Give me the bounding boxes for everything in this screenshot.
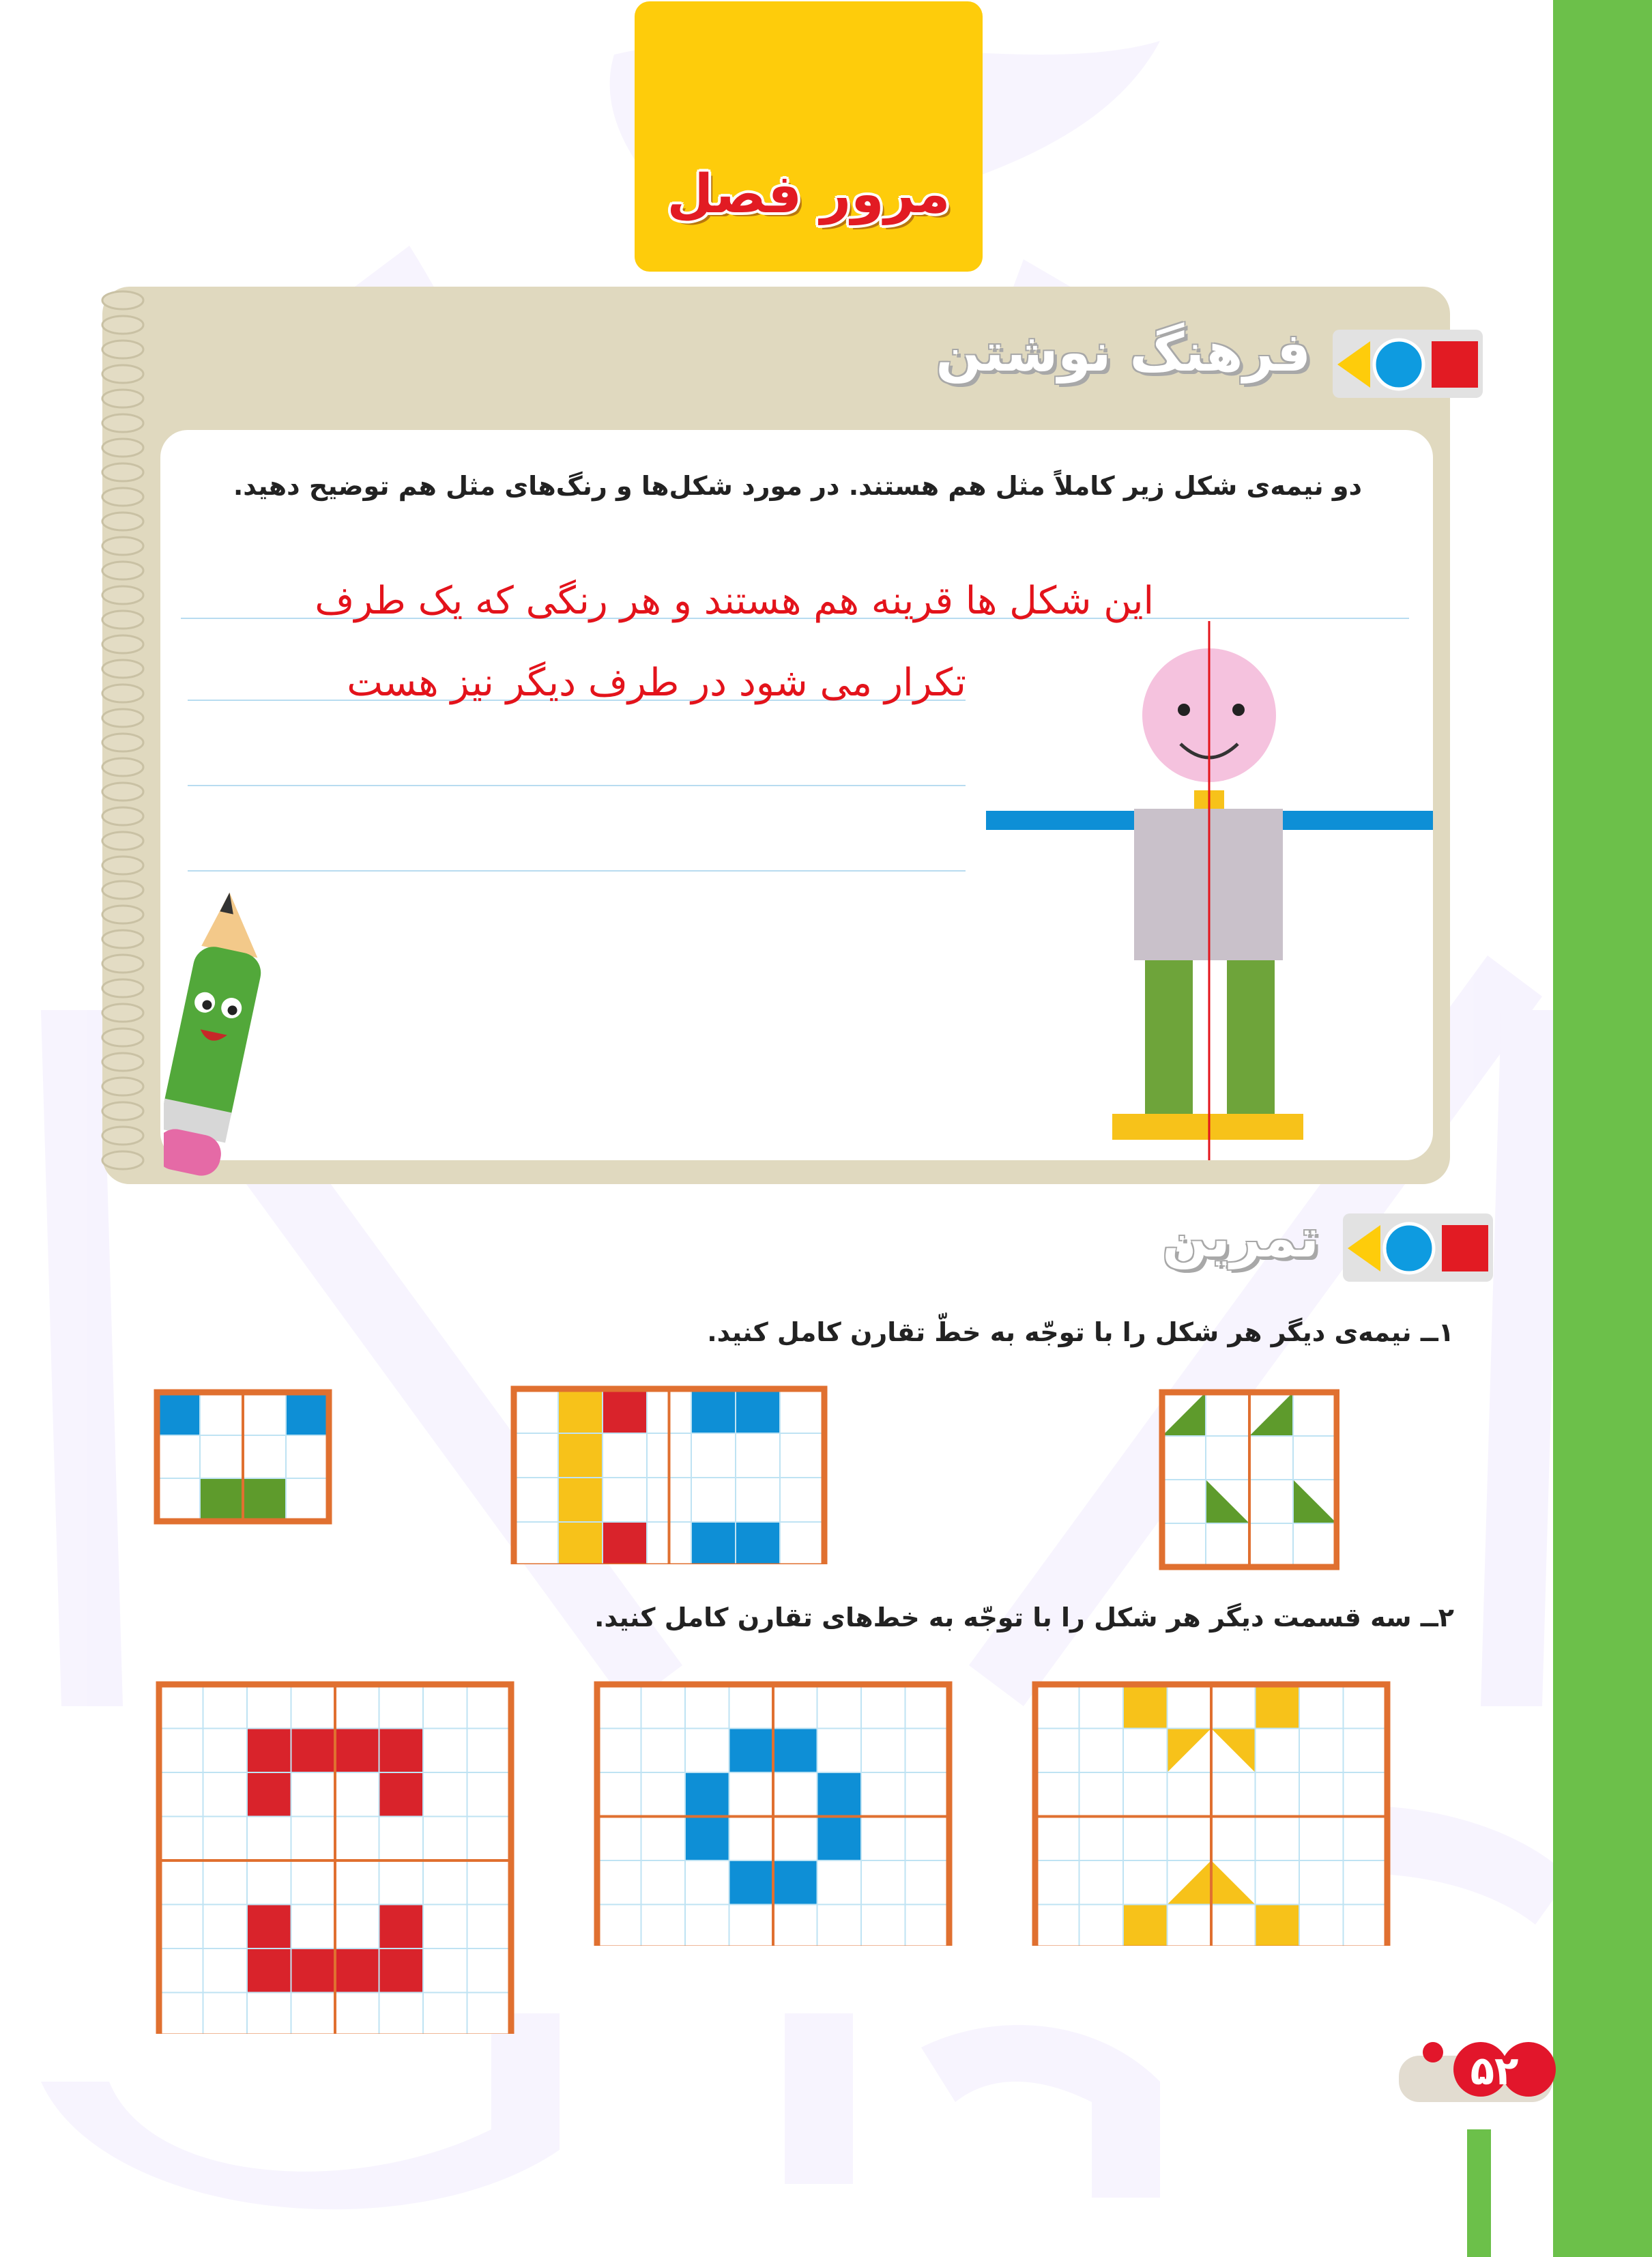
writing-section-title: فرهنگ نوشتن xyxy=(936,322,1311,384)
binding-ring xyxy=(102,930,143,948)
q2-grid-red-shape[interactable] xyxy=(156,1681,516,2034)
filled-cell xyxy=(247,1949,291,1993)
filled-cell xyxy=(1123,1905,1168,1946)
page-number: ۵۲ xyxy=(1470,2047,1519,2094)
blue-circle-icon xyxy=(1385,1224,1434,1273)
binding-ring xyxy=(102,857,143,874)
red-square-icon xyxy=(1432,341,1478,388)
filled-cell xyxy=(335,1729,379,1773)
question-2: ۲ــ سه قسمت دیگر هر شکل را با توجّه به خط‌های تقارن کامل کنید. xyxy=(594,1602,1454,1633)
filled-cell xyxy=(558,1433,603,1478)
filled-cell xyxy=(291,1729,336,1773)
filled-cell xyxy=(200,1478,243,1521)
figure-left-leg xyxy=(1145,960,1193,1117)
binding-ring xyxy=(102,832,143,850)
ruled-line xyxy=(188,785,966,786)
filled-cell xyxy=(773,1860,817,1905)
filled-cell xyxy=(379,1949,424,1993)
filled-cell xyxy=(1123,1684,1168,1729)
exercise-section-title: تمرین xyxy=(1162,1208,1319,1269)
filled-cell xyxy=(603,1522,647,1564)
filled-cell xyxy=(379,1905,424,1949)
writing-instruction: دو نیمه‌ی شکل زیر کاملاً مثل هم هستند. در مورد شکل‌ها و رنگ‌های مثل هم توضیح دهید. xyxy=(233,471,1362,501)
binding-ring xyxy=(102,611,143,629)
filled-cell xyxy=(736,1389,780,1433)
filled-cell xyxy=(247,1729,291,1773)
shape-bullet-icons xyxy=(1331,328,1488,403)
filled-cell xyxy=(247,1905,291,1949)
filled-cell xyxy=(558,1522,603,1564)
filled-cell xyxy=(243,1478,286,1521)
binding-ring xyxy=(102,463,143,481)
filled-cell xyxy=(729,1860,774,1905)
figure-feet xyxy=(1112,1114,1303,1140)
shape-bullet-icons xyxy=(1341,1211,1498,1286)
filled-cell xyxy=(379,1729,424,1773)
pencil-mascot-icon xyxy=(164,887,280,1188)
binding-ring xyxy=(102,709,143,727)
binding-ring xyxy=(102,316,143,334)
filled-cell xyxy=(157,1392,200,1435)
filled-cell xyxy=(558,1478,603,1522)
handwritten-answer-line-1[interactable]: این شکل ها قرینه هم هستند و هر رنگی که یک طرف xyxy=(315,579,1154,623)
binding-ring xyxy=(102,414,143,432)
filled-cell xyxy=(817,1772,862,1817)
filled-cell xyxy=(685,1772,729,1817)
ruled-line xyxy=(188,870,966,872)
binding-ring xyxy=(102,955,143,973)
handwritten-answer-line-2[interactable]: تکرار می شود در طرف دیگر نیز هست xyxy=(347,661,966,705)
binding-ring xyxy=(102,685,143,702)
filled-cell xyxy=(691,1389,736,1433)
binding-ring xyxy=(102,783,143,801)
binding-ring xyxy=(102,660,143,678)
q2-grid-yellow-triangles[interactable] xyxy=(1032,1681,1392,1946)
binding-ring xyxy=(102,979,143,997)
figure-right-leg xyxy=(1227,960,1275,1117)
binding-ring xyxy=(102,635,143,653)
binding-ring xyxy=(102,1102,143,1120)
filled-cell xyxy=(558,1389,603,1433)
binding-ring xyxy=(102,341,143,358)
filled-cell xyxy=(379,1772,424,1817)
binding-ring xyxy=(102,365,143,383)
binding-ring xyxy=(102,807,143,825)
binding-ring xyxy=(102,734,143,751)
binding-ring xyxy=(102,758,143,776)
binding-ring xyxy=(102,586,143,604)
binding-ring xyxy=(102,488,143,506)
binding-ring xyxy=(102,562,143,579)
filled-cell xyxy=(685,1817,729,1861)
binding-ring xyxy=(102,1151,143,1169)
binding-ring xyxy=(102,881,143,899)
filled-cell xyxy=(736,1522,780,1564)
q1-grid-small[interactable] xyxy=(154,1389,334,1529)
binding-ring xyxy=(102,439,143,457)
spiral-binding-icon xyxy=(92,290,157,1191)
filled-cell xyxy=(691,1522,736,1564)
binding-ring xyxy=(102,390,143,407)
bottom-green-stem xyxy=(1467,2129,1491,2257)
binding-ring xyxy=(102,1053,143,1071)
binding-ring xyxy=(102,513,143,530)
filled-cell xyxy=(291,1949,336,1993)
q1-grid-triangles[interactable] xyxy=(1159,1389,1339,1573)
filled-cell xyxy=(335,1949,379,1993)
filled-cell xyxy=(286,1392,329,1435)
binding-ring xyxy=(102,537,143,555)
right-green-bar xyxy=(1553,0,1652,2257)
binding-ring xyxy=(102,1127,143,1145)
filled-cell xyxy=(247,1772,291,1817)
q1-grid-wide[interactable] xyxy=(510,1385,830,1564)
binding-ring xyxy=(102,906,143,923)
binding-ring xyxy=(102,1004,143,1022)
binding-ring xyxy=(102,1078,143,1095)
filled-cell xyxy=(773,1729,817,1773)
filled-cell xyxy=(817,1817,862,1861)
filled-cell xyxy=(1256,1684,1300,1729)
question-1: ۱ــ نیمه‌ی دیگر هر شکل را با توجّه به خطّ تقارن کامل کنید. xyxy=(707,1317,1454,1347)
filled-cell xyxy=(729,1729,774,1773)
blue-circle-icon xyxy=(1374,340,1423,389)
symmetric-figure xyxy=(976,601,1453,1167)
q2-grid-blue-ring[interactable] xyxy=(594,1681,954,1946)
filled-cell xyxy=(1256,1905,1300,1946)
red-square-icon xyxy=(1442,1225,1488,1271)
chapter-title: مرور فصل xyxy=(667,164,951,225)
chapter-title-tab xyxy=(635,1,983,272)
binding-ring xyxy=(102,1029,143,1046)
filled-cell xyxy=(603,1389,647,1433)
binding-ring xyxy=(102,291,143,309)
